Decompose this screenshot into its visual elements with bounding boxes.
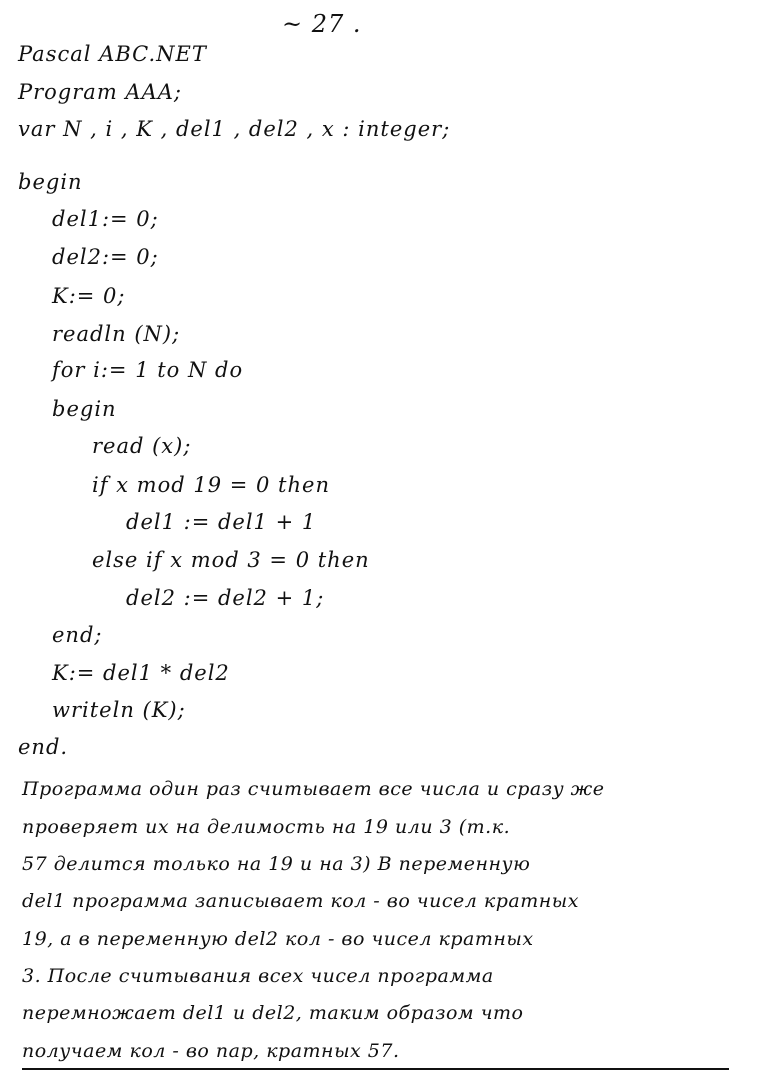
explanation-line: получаем кол - во пар, кратных 57. (22, 1040, 400, 1062)
readln-line: readln (N); (52, 322, 181, 346)
inner-begin-line: begin (52, 397, 117, 421)
del2-init-line: del2:= 0; (52, 245, 159, 269)
bottom-underline (22, 1068, 729, 1070)
inner-end-line: end; (52, 623, 103, 647)
else-if-line: else if x mod 3 = 0 then (92, 548, 370, 572)
language-line: Pascal ABC.NET (18, 42, 207, 66)
var-line: var N , i , K , del1 , del2 , x : integer; (18, 117, 451, 141)
writeln-line: writeln (K); (52, 698, 186, 722)
del1-init-line: del1:= 0; (52, 207, 159, 231)
page-number: ~ 27 . (282, 10, 362, 38)
if-line: if x mod 19 = 0 then (92, 473, 330, 497)
explanation-line: 57 делится только на 19 и на 3) В переменную (22, 853, 531, 875)
del2-increment-line: del2 := del2 + 1; (126, 586, 325, 610)
read-line: read (x); (92, 434, 192, 458)
explanation-line: проверяет их на делимость на 19 или 3 (т.к. (22, 816, 511, 838)
program-line: Program AAA; (18, 80, 182, 104)
for-loop-line: for i:= 1 to N do (52, 358, 244, 382)
begin-line: begin (18, 170, 83, 194)
explanation-line: del1 программа записывает кол - во чисел кратных (22, 890, 579, 912)
end-line: end. (18, 735, 69, 759)
explanation-line: 3. После считывания всех чисел программа (22, 965, 494, 987)
explanation-line: Программа один раз считывает все числа и сразу же (22, 778, 605, 800)
del1-increment-line: del1 := del1 + 1 (126, 510, 317, 534)
explanation-line: перемножает del1 и del2, таким образом что (22, 1002, 524, 1024)
explanation-line: 19, а в переменную del2 кол - во чисел кратных (22, 928, 534, 950)
k-init-line: K:= 0; (52, 284, 126, 308)
k-assign-line: K:= del1 * del2 (52, 661, 230, 685)
